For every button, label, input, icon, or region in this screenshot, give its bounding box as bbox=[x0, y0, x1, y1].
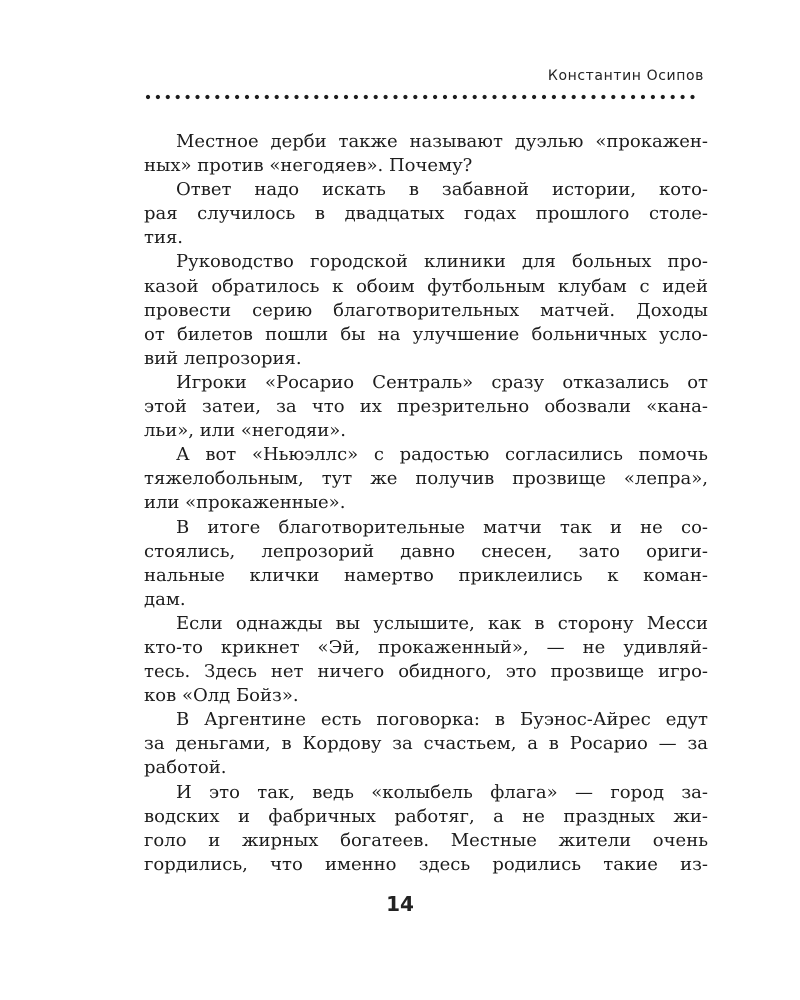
divider-dot bbox=[681, 95, 685, 99]
text-line: Руководство городской клиники для больных про- bbox=[176, 251, 708, 273]
text-line: стоялись, лепрозорий давно снесен, зато ориги- bbox=[144, 540, 708, 562]
divider-dot bbox=[384, 95, 388, 99]
divider-dot bbox=[215, 95, 219, 99]
divider-dot bbox=[641, 95, 645, 99]
divider-dot bbox=[690, 95, 694, 99]
text-line: В Аргентине есть поговорка: в Буэнос-Айрес едут bbox=[176, 709, 708, 731]
text-line: Если однажды вы услышите, как в сторону Месси bbox=[176, 612, 708, 634]
text-line: льи», или «негодяи». bbox=[144, 420, 346, 442]
divider-dot bbox=[334, 95, 338, 99]
text-line: В итоге благотворительные матчи так и не со- bbox=[176, 516, 708, 538]
divider-dot bbox=[294, 95, 298, 99]
text-line: вий лепрозория. bbox=[144, 347, 302, 369]
divider-dot bbox=[483, 95, 487, 99]
running-head-author: Константин Осипов bbox=[547, 68, 704, 84]
divider-dot bbox=[492, 95, 496, 99]
text-line: рая случилось в двадцатых годах прошлого столе- bbox=[144, 203, 708, 225]
divider-dot bbox=[364, 95, 368, 99]
text-line: Местное дерби также называют дуэлью «прокажен- bbox=[176, 131, 708, 152]
divider-dot bbox=[275, 95, 279, 99]
divider-dot bbox=[195, 95, 199, 99]
divider-dot bbox=[611, 95, 615, 99]
paragraph bbox=[144, 516, 708, 612]
paragraph bbox=[144, 178, 708, 250]
text-line: голо и жирных богатеев. Местные жители очень bbox=[144, 829, 708, 851]
text-line: ков «Олд Бойз». bbox=[144, 685, 299, 707]
paragraph bbox=[144, 708, 708, 780]
text-line: работой. bbox=[144, 757, 227, 779]
divider-dot bbox=[522, 95, 526, 99]
paragraph bbox=[144, 443, 708, 515]
divider-dot bbox=[265, 95, 269, 99]
divider-dot bbox=[393, 95, 397, 99]
dotted-divider bbox=[145, 92, 705, 102]
body-text bbox=[144, 130, 708, 877]
divider-dot bbox=[651, 95, 655, 99]
paragraph bbox=[144, 130, 708, 178]
divider-dot bbox=[324, 95, 328, 99]
text-line: провести серию благотворительных матчей. Доходы bbox=[144, 299, 708, 321]
divider-dot bbox=[453, 95, 457, 99]
divider-dot bbox=[314, 95, 318, 99]
divider-dot bbox=[512, 95, 516, 99]
divider-dot bbox=[542, 95, 546, 99]
paragraph bbox=[144, 250, 708, 370]
divider-dot bbox=[473, 95, 477, 99]
paragraph bbox=[144, 781, 708, 877]
text-line: казой обратилось к обоим футбольным клубам с идей bbox=[144, 275, 708, 297]
divider-dot bbox=[661, 95, 665, 99]
divider-dot bbox=[572, 95, 576, 99]
divider-dot bbox=[463, 95, 467, 99]
text-line: тяжелобольным, тут же получив прозвище «лепра», bbox=[144, 468, 708, 490]
divider-dot bbox=[156, 95, 160, 99]
paragraph bbox=[144, 371, 708, 443]
divider-dot bbox=[582, 95, 586, 99]
divider-dot bbox=[245, 95, 249, 99]
text-line: этой затеи, за что их презрительно обозвали «кана- bbox=[144, 396, 708, 418]
divider-dot bbox=[146, 95, 150, 99]
divider-dot bbox=[255, 95, 259, 99]
divider-dot bbox=[601, 95, 605, 99]
text-line: нальные клички намертво приклеились к коман- bbox=[144, 564, 708, 586]
divider-dot bbox=[631, 95, 635, 99]
divider-dot bbox=[591, 95, 595, 99]
divider-dot bbox=[552, 95, 556, 99]
divider-dot bbox=[562, 95, 566, 99]
text-line: за деньгами, в Кордову за счастьем, а в Росарио — за bbox=[144, 733, 708, 755]
text-line: А вот «Ньюэллс» с радостью согласились помочь bbox=[176, 444, 708, 466]
divider-dot bbox=[225, 95, 229, 99]
divider-dot bbox=[344, 95, 348, 99]
text-line: кто-то крикнет «Эй, прокаженный», — не удивляй- bbox=[144, 636, 708, 658]
paragraph bbox=[144, 612, 708, 708]
text-line: водских и фабричных работяг, а не праздных жи- bbox=[144, 805, 708, 827]
divider-dot bbox=[186, 95, 190, 99]
divider-dot bbox=[166, 95, 170, 99]
text-line: дам. bbox=[144, 588, 186, 610]
text-line: от билетов пошли бы на улучшение больничных усло- bbox=[144, 323, 708, 345]
divider-dot bbox=[671, 95, 675, 99]
divider-dot bbox=[235, 95, 239, 99]
text-line: И это так, ведь «колыбель флага» — город за- bbox=[176, 781, 708, 803]
divider-dot bbox=[532, 95, 536, 99]
divider-dot bbox=[621, 95, 625, 99]
page-number: 14 bbox=[386, 892, 414, 916]
divider-dot bbox=[413, 95, 417, 99]
text-line: ных» против «негодяев». Почему? bbox=[144, 155, 473, 177]
text-line: или «прокаженные». bbox=[144, 492, 346, 514]
divider-dot bbox=[433, 95, 437, 99]
text-line: гордились, что именно здесь родились такие из- bbox=[144, 853, 708, 875]
divider-dot bbox=[205, 95, 209, 99]
divider-dot bbox=[354, 95, 358, 99]
divider-dot bbox=[285, 95, 289, 99]
text-line: Ответ надо искать в забавной истории, кото- bbox=[176, 179, 708, 201]
divider-dot bbox=[443, 95, 447, 99]
text-line: Игроки «Росарио Сентраль» сразу отказались от bbox=[176, 371, 708, 393]
divider-dot bbox=[423, 95, 427, 99]
text-line: тесь. Здесь нет ничего обидного, это прозвище игро- bbox=[144, 661, 708, 683]
divider-dot bbox=[403, 95, 407, 99]
divider-dot bbox=[304, 95, 308, 99]
text-line: тия. bbox=[144, 227, 184, 249]
divider-dot bbox=[176, 95, 180, 99]
divider-dot bbox=[502, 95, 506, 99]
divider-dot bbox=[374, 95, 378, 99]
